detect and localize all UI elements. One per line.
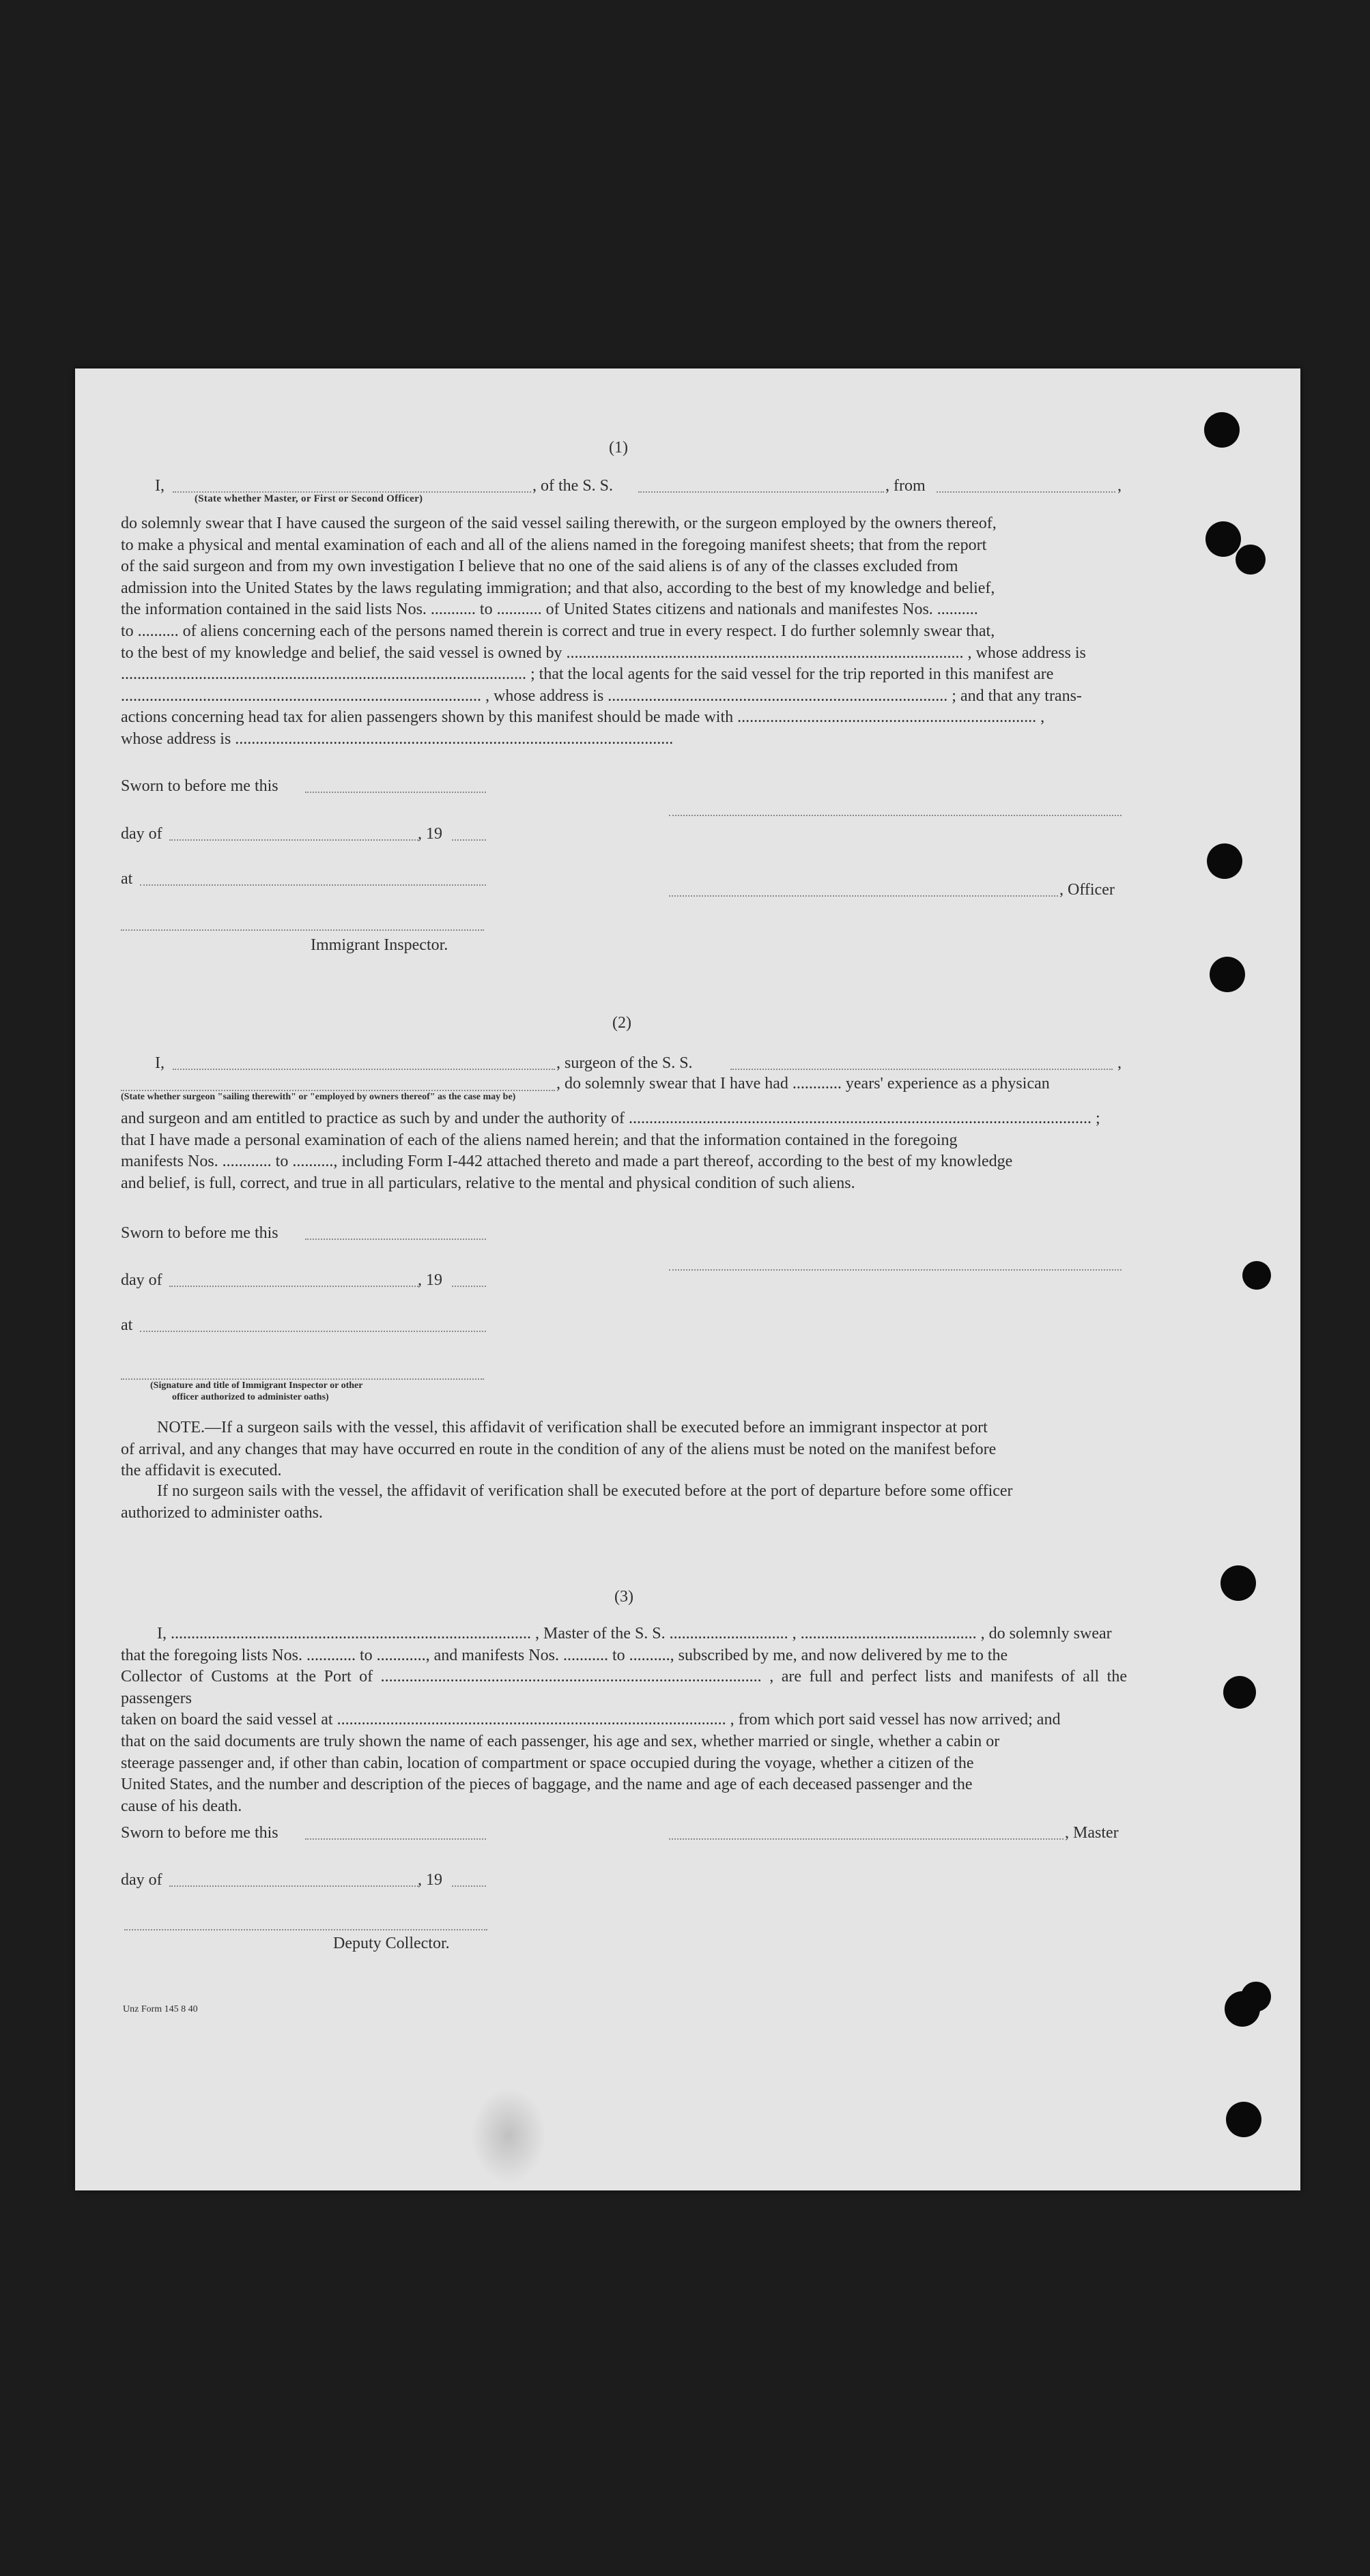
text-line: that on the said documents are truly shown the name of each passenger, his age and sex, whether married or single, whether a cabin or — [121, 1732, 1000, 1750]
sworn-date-line — [305, 1838, 486, 1840]
text-line: of the said surgeon and from my own investigation I believe that no one of the said aliens is of any of the classes excluded from — [121, 558, 958, 576]
text-line: taken on board the said vessel at ............................................................................................... , from which port said vessel has now arrived; and — [121, 1711, 1061, 1729]
text-line: If no surgeon sails with the vessel, the affidavit of verification shall be executed before at the port of departure before some officer — [157, 1482, 1013, 1500]
day-of-line — [169, 1286, 418, 1287]
text-line: and belief, is full, correct, and true in all particulars, relative to the mental and physical condition of such aliens. — [121, 1174, 855, 1192]
surgeon-oath-line: , do solemnly swear that I have had ............ years' experience as a physican — [556, 1075, 1050, 1092]
section-number: (3) — [614, 1588, 633, 1606]
text-line: Collector of Customs at the Port of ............................................................................................. , are full and perfect lists and manifests of all the passengers — [121, 1668, 1127, 1707]
day-of-line — [169, 1885, 418, 1887]
form-number: Unz Form 145 8 40 — [123, 2004, 198, 2014]
text-line: of arrival, and any changes that may have occurred en route in the condition of any of the aliens must be noted on the manifest before — [121, 1440, 997, 1458]
text-line: to .......... of aliens concerning each of the persons named therein is correct and true in every respect. I do further solemnly swear that, — [121, 622, 995, 640]
text-line: authorized to administer oaths. — [121, 1503, 323, 1522]
at-label: at — [121, 1316, 133, 1334]
text-line: admission into the United States by the laws regulating immigration; and that also, according to the best of my knowledge and belief, — [121, 579, 995, 597]
text-line: ................................................................................................... ; that the local agents for the said vessel for the trip reported in this manifest are — [121, 665, 1054, 684]
text-line: manifests Nos. ............ to .........., including Form I-442 attached thereto and made a part thereof, according to the best of my knowledge — [121, 1153, 1013, 1171]
from-port-line — [937, 491, 1115, 493]
signature-line — [669, 1269, 1122, 1271]
paper-smudge — [471, 2088, 546, 2184]
text-line: that the foregoing lists Nos. ............ to ............, and manifests Nos. ........... to .........., subscribed by me, and now delivered by me to the — [121, 1646, 1008, 1664]
day-of-line — [169, 839, 418, 841]
binder-hole — [1223, 1676, 1256, 1709]
comma: , — [1117, 477, 1122, 495]
officer-signature-line — [669, 895, 1058, 897]
sworn-label: Sworn to before me this — [121, 777, 279, 795]
binder-hole — [1210, 957, 1245, 992]
binder-hole — [1241, 1982, 1271, 2012]
master-label: , Master — [1065, 1824, 1119, 1842]
text-line: I, ........................................................................................ , Master of the S. S. ............................. , ........................................... , do solemnly swear — [157, 1625, 1112, 1642]
text-line: ........................................................................................ , whose address is ................................................................................... ; and that any trans- — [121, 686, 1082, 705]
text-line: whose address is ........................................................................................................... — [121, 729, 674, 748]
from-label: , from — [885, 477, 926, 495]
year-line — [452, 839, 486, 841]
note-text — [121, 1481, 1127, 1524]
sworn-i: I, — [155, 1054, 165, 1072]
sworn-label: Sworn to before me this — [121, 1224, 279, 1242]
officer-name-line — [173, 491, 531, 493]
surgeon-caption: (State whether surgeon "sailing therewith" or "employed by owners thereof" as the case may be) — [121, 1092, 516, 1102]
officer-label: , Officer — [1059, 881, 1115, 899]
inspector-signature-line — [121, 1378, 484, 1380]
text-line: the information contained in the said lists Nos. ........... to ........... of United States citizens and nationals and manifestes Nos. .......... — [121, 600, 978, 619]
binder-hole — [1242, 1261, 1271, 1290]
text-line: to make a physical and mental examination of each and all of the aliens named in the foregoing manifest sheets; that from the report — [121, 536, 987, 554]
surgeon-vessel-line — [730, 1069, 1113, 1070]
officer-caption: (State whether Master, or First or Second Officer) — [195, 493, 423, 504]
inspector-signature-line — [121, 929, 484, 931]
of-ss-label: , of the S. S. — [532, 477, 614, 495]
collector-signature-line — [124, 1929, 487, 1930]
at-line — [140, 884, 486, 886]
sworn-date-line — [305, 792, 486, 793]
binder-hole — [1236, 545, 1266, 575]
text-line: cause of his death. — [121, 1797, 242, 1815]
sworn-i: I, — [155, 477, 165, 495]
master-signature-line — [669, 1838, 1064, 1840]
section-number: (1) — [609, 439, 628, 457]
binder-hole — [1226, 2102, 1261, 2137]
day-of-label: day of — [121, 1871, 162, 1889]
surgeon-type-line — [121, 1090, 555, 1091]
master-manifest-oath-text — [121, 1623, 1127, 1817]
binder-hole — [1207, 843, 1242, 879]
surgeon-oath-text — [121, 1108, 1127, 1194]
surgeon-of-label: , surgeon of the S. S. — [556, 1054, 693, 1072]
surgeon-name-line — [173, 1069, 555, 1070]
text-line: United States, and the number and description of the pieces of baggage, and the name and age of each deceased passenger and the — [121, 1776, 973, 1794]
sworn-date-line — [305, 1239, 486, 1240]
binder-hole — [1205, 521, 1241, 557]
signature-line — [669, 815, 1122, 816]
text-line: that I have made a personal examination of each of the aliens named herein; and that the information contained in the foregoing — [121, 1131, 958, 1149]
binder-hole — [1221, 1565, 1256, 1601]
text-line: the affidavit is executed. — [121, 1462, 282, 1480]
text-line: do solemnly swear that I have caused the surgeon of the said vessel sailing therewith, or the surgeon employed by the owners thereof, — [121, 515, 997, 532]
year-label: , 19 — [418, 825, 442, 843]
text-line: and surgeon and am entitled to practice as such by and under the authority of ................................................................................................................. ; — [121, 1110, 1100, 1127]
vessel-name-line — [638, 491, 884, 493]
signature-caption: (Signature and title of Immigrant Inspector or other — [150, 1380, 363, 1391]
binder-hole — [1204, 412, 1240, 448]
text-line: NOTE.—If a surgeon sails with the vessel, this affidavit of verification shall be executed before an immigrant inspector at port — [157, 1419, 988, 1436]
comma: , — [1117, 1054, 1122, 1072]
year-line — [452, 1286, 486, 1287]
collector-title: Deputy Collector. — [333, 1935, 450, 1952]
text-line: actions concerning head tax for alien passengers shown by this manifest should be made with ......................................................................... , — [121, 708, 1045, 727]
inspector-title: Immigrant Inspector. — [311, 936, 448, 954]
section-number: (2) — [612, 1014, 631, 1032]
year-label: , 19 — [418, 1271, 442, 1289]
at-line — [140, 1331, 486, 1332]
text-line: to the best of my knowledge and belief, the said vessel is owned by ................................................................................................. , whose address is — [121, 643, 1086, 662]
at-label: at — [121, 870, 133, 888]
signature-caption: officer authorized to administer oaths) — [172, 1392, 329, 1402]
day-of-label: day of — [121, 1271, 162, 1289]
text-line: steerage passenger and, if other than cabin, location of compartment or space occupied during the voyage, whether a citizen of the — [121, 1754, 974, 1772]
master-oath-text — [121, 513, 1127, 751]
year-line — [452, 1885, 486, 1887]
day-of-label: day of — [121, 825, 162, 843]
sworn-label: Sworn to before me this — [121, 1824, 279, 1842]
year-label: , 19 — [418, 1871, 442, 1889]
note-text — [121, 1417, 1127, 1482]
